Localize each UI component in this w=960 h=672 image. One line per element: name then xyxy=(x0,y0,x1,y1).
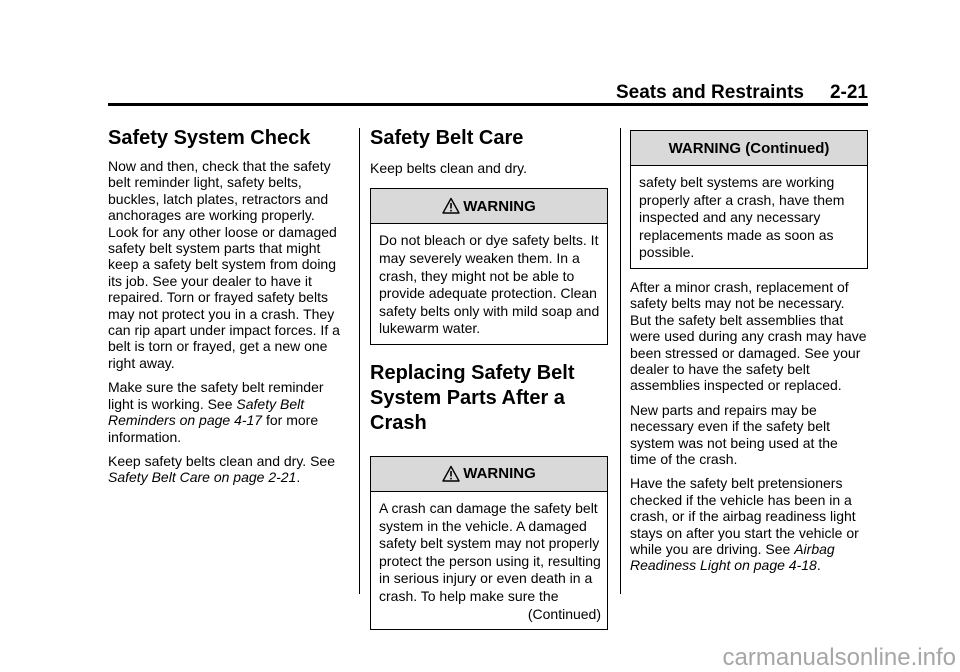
continued-label: (Continued) xyxy=(527,605,601,622)
warning-icon xyxy=(442,197,460,215)
column-divider xyxy=(620,128,621,594)
column-2 xyxy=(370,126,608,630)
reference-link-safety-belt-reminders[interactable]: Safety Belt Reminders on page 4-17 xyxy=(108,395,305,429)
reference-link-safety-belt-care[interactable]: Safety Belt Care on page 2-21 xyxy=(108,469,297,486)
warning-text: safety belt systems are working properly after a crash, have them inspected and any necessary replacements made as soon as possible. xyxy=(639,174,845,261)
warning-body xyxy=(371,224,607,344)
column-3 xyxy=(630,126,868,574)
page-header xyxy=(616,82,868,104)
warning-icon xyxy=(442,465,460,483)
text: . xyxy=(296,469,301,486)
paragraph xyxy=(630,475,868,573)
warning-text: A crash can damage the safety belt system in the vehicle. A damaged safety belt system may not properly protect the person using it, resulting in serious injury or even death in a crash. To help make sure the xyxy=(379,499,601,604)
text: Make sure the safety belt reminder light is working. See xyxy=(108,379,324,412)
paragraph: Keep belts clean and dry. xyxy=(370,160,527,176)
warning-box-continued xyxy=(630,130,868,269)
reference-link-airbag-readiness-light[interactable]: Airbag Readiness Light on page 4-18 xyxy=(630,541,835,574)
warning-body xyxy=(631,166,867,268)
safety-belt-care-heading: Safety Belt Care xyxy=(370,127,524,149)
page-number: 2-21 xyxy=(829,82,868,103)
column-1 xyxy=(108,126,348,486)
text: for more information. xyxy=(108,412,319,445)
warning-text: Do not bleach or dye safety belts. It may severely weaken them. In a crash, they might not be able to provide adequate protection. Clean safety belts only with mild soap and lukewarm water. xyxy=(379,232,600,337)
warning-box xyxy=(370,188,608,345)
text: Keep safety belts clean and dry. See xyxy=(108,452,335,469)
paragraph: Now and then, check that the safety belt reminder light, safety belts, buckles, latch plates, retractors and anchorages are working properly. Look for any other loose or damaged safety belt system parts that might keep a safety belt system from doing its job. See your dealer to have it repaired. Torn or frayed safety belts may not protect you in a crash. They can rip apart under impact forces. If a belt is torn or frayed, get a new one right away. xyxy=(108,158,340,371)
paragraph xyxy=(108,379,348,445)
warning-box xyxy=(370,456,608,630)
column-divider xyxy=(359,128,360,594)
header-rule xyxy=(108,103,868,106)
replacing-parts-heading: Replacing Safety Belt System Parts After a Crash xyxy=(370,361,575,434)
warning-header xyxy=(371,457,607,492)
warning-title: WARNING xyxy=(463,197,536,215)
warning-title: WARNING xyxy=(463,465,536,483)
warning-title: WARNING (Continued) xyxy=(668,139,830,157)
warning-header xyxy=(371,189,607,224)
text: . xyxy=(816,557,821,574)
warning-header xyxy=(631,131,867,166)
paragraph xyxy=(108,453,348,486)
warning-body xyxy=(371,492,607,629)
text: Have the safety belt pretensioners checked if the vehicle has been in a crash, or if the airbag readiness light stays on after you start the vehicle or while you are driving. See xyxy=(630,475,859,558)
paragraph: New parts and repairs may be necessary even if the safety belt system was not being used at the time of the crash. xyxy=(630,401,838,468)
section-title: Seats and Restraints xyxy=(616,82,804,103)
watermark: carmanualsonline.info xyxy=(722,644,956,671)
safety-system-check-heading: Safety System Check xyxy=(108,127,311,149)
paragraph: After a minor crash, replacement of safety belts may not be necessary. But the safety belt assemblies that were used during any crash may have been stressed or damaged. See your dealer to have the safety belt assemblies inspected or replaced. xyxy=(630,278,867,394)
